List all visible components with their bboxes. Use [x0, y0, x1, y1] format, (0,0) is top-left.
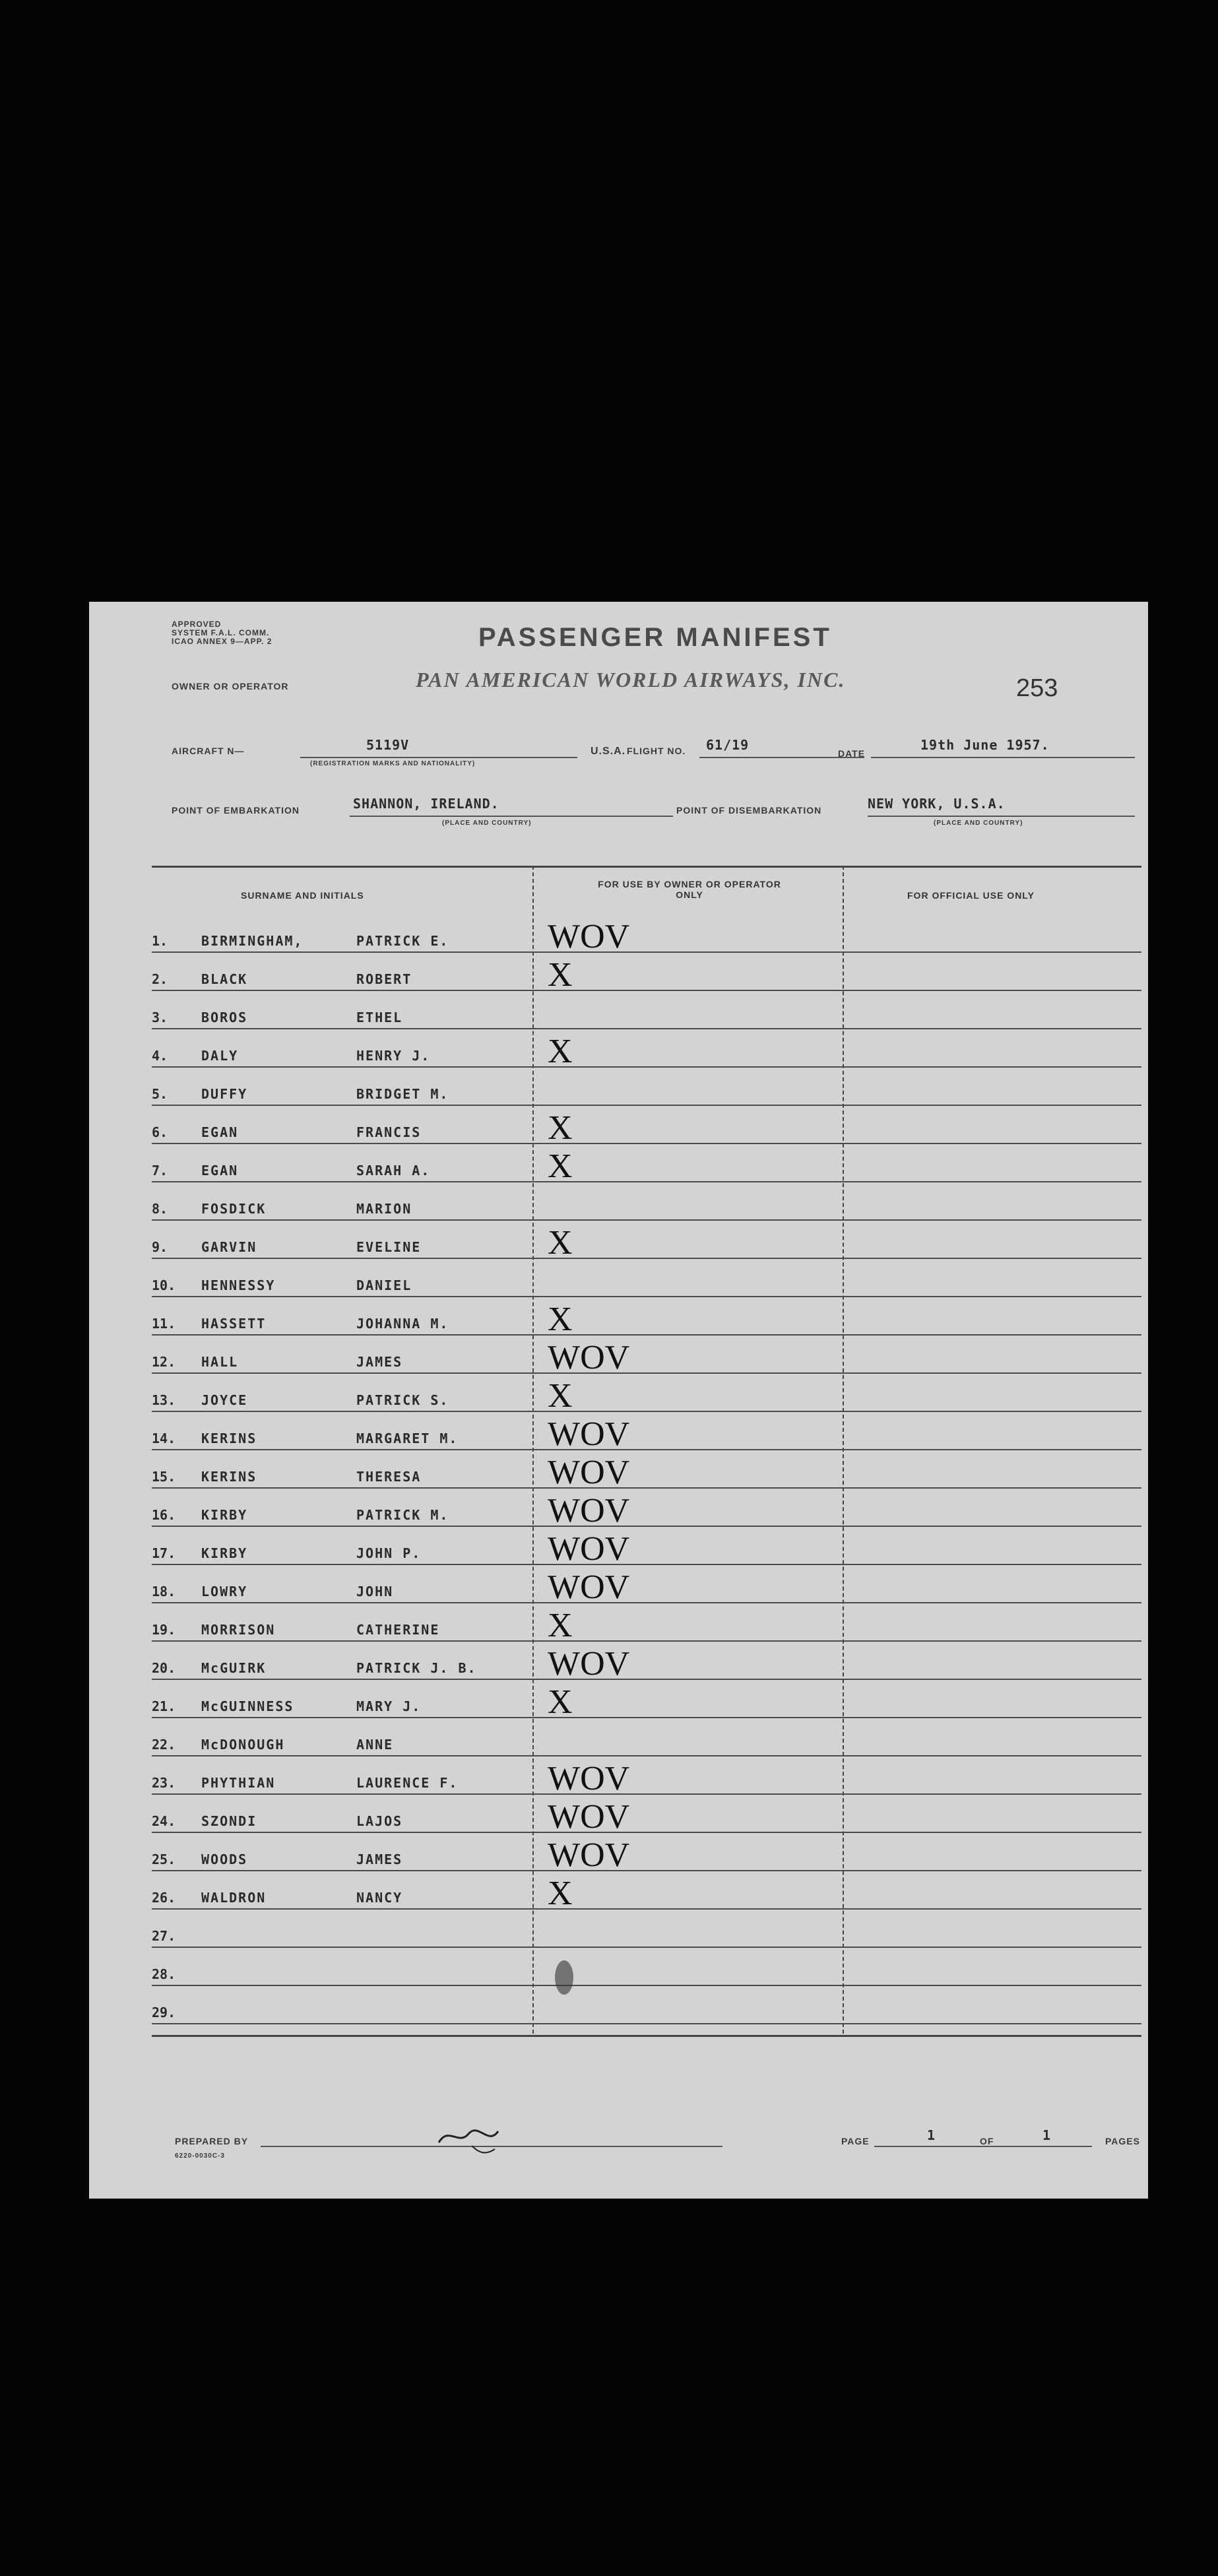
- passenger-given-name: FRANCIS: [356, 1124, 422, 1140]
- page-stamp-number: 253: [1016, 674, 1058, 702]
- embarkation-value: SHANNON, IRELAND.: [353, 796, 499, 812]
- approval-line: SYSTEM F.A.L. COMM.: [172, 628, 270, 637]
- page-label: PAGE: [841, 2136, 870, 2146]
- table-row: [152, 1793, 1141, 1836]
- row-number: 7.: [152, 1163, 168, 1178]
- date-value: 19th June 1957.: [920, 737, 1050, 753]
- company-name: PAN AMERICAN WORLD AIRWAYS, INC.: [416, 668, 846, 692]
- passenger-given-name: EVELINE: [356, 1239, 422, 1255]
- passenger-surname: KERINS: [201, 1431, 257, 1446]
- operator-check-mark: X: [548, 1301, 573, 1338]
- passenger-given-name: ROBERT: [356, 971, 412, 987]
- row-number: 1.: [152, 933, 168, 949]
- row-number: 28.: [152, 1966, 176, 1982]
- approval-block: [172, 620, 272, 646]
- row-number: 13.: [152, 1392, 176, 1408]
- row-number: 24.: [152, 1813, 176, 1829]
- date-label: DATE: [838, 748, 866, 759]
- table-row: [152, 1640, 1141, 1683]
- table-row: [152, 1526, 1141, 1568]
- table-row: [152, 1296, 1141, 1336]
- surname-column-header: SURNAME AND INITIALS: [241, 890, 364, 901]
- aircraft-value: 5119V: [366, 737, 410, 753]
- passenger-given-name: PATRICK E.: [356, 933, 449, 949]
- row-number: 12.: [152, 1354, 176, 1370]
- aircraft-label: AIRCRAFT N—: [172, 746, 245, 756]
- flight-label: FLIGHT NO.: [627, 746, 686, 756]
- passenger-surname: KIRBY: [201, 1507, 248, 1523]
- passenger-given-name: PATRICK S.: [356, 1392, 449, 1408]
- table-row: [152, 1832, 1141, 1874]
- passenger-given-name: PATRICK M.: [356, 1507, 449, 1523]
- passenger-surname: BOROS: [201, 1010, 248, 1025]
- passenger-given-name: LAURENCE F.: [356, 1775, 459, 1791]
- row-number: 6.: [152, 1124, 168, 1140]
- passenger-surname: HASSETT: [201, 1316, 267, 1332]
- operator-check-mark: WOV: [548, 1454, 630, 1491]
- embarkation-field-line: [350, 816, 673, 817]
- table-row: [152, 1143, 1141, 1185]
- table-row: [152, 1028, 1141, 1068]
- row-number: 2.: [152, 971, 168, 987]
- passenger-given-name: ANNE: [356, 1737, 394, 1753]
- passenger-given-name: JOHN: [356, 1584, 394, 1599]
- passenger-surname: GARVIN: [201, 1239, 257, 1255]
- row-number: 4.: [152, 1048, 168, 1064]
- operator-check-mark: WOV: [548, 1415, 630, 1453]
- table-row: [152, 990, 1141, 1029]
- table-top-rule: [152, 866, 1141, 868]
- operator-check-mark: X: [548, 1033, 573, 1070]
- passenger-given-name: JAMES: [356, 1354, 403, 1370]
- passenger-given-name: NANCY: [356, 1890, 403, 1906]
- row-number: 20.: [152, 1660, 176, 1676]
- operator-check-mark: X: [548, 1147, 573, 1185]
- form-code: 6220-0030C-3: [175, 2152, 225, 2160]
- table-row: [152, 951, 1141, 994]
- row-number: 11.: [152, 1316, 176, 1332]
- row-number: 29.: [152, 2005, 176, 2020]
- passenger-given-name: LAJOS: [356, 1813, 403, 1829]
- ink-smudge: [544, 1951, 584, 2011]
- passenger-given-name: CATHERINE: [356, 1622, 440, 1638]
- approval-line: ICAO ANNEX 9—APP. 2: [172, 637, 272, 646]
- aircraft-field-line: [300, 757, 577, 758]
- row-number: 23.: [152, 1775, 176, 1791]
- manifest-page: [89, 602, 1148, 2199]
- passenger-surname: DALY: [201, 1048, 239, 1064]
- table-row: [152, 1679, 1141, 1721]
- disembarkation-value: NEW YORK, U.S.A.: [868, 796, 1006, 812]
- row-number: 9.: [152, 1239, 168, 1255]
- pages-label: PAGES: [1105, 2136, 1140, 2146]
- passenger-given-name: BRIDGET M.: [356, 1086, 449, 1102]
- operator-check-mark: X: [548, 1377, 573, 1415]
- table-row: [152, 1372, 1141, 1415]
- table-row: [152, 1564, 1141, 1606]
- passenger-given-name: JOHN P.: [356, 1545, 422, 1561]
- passenger-given-name: MARION: [356, 1201, 412, 1217]
- passenger-surname: WALDRON: [201, 1890, 267, 1906]
- handwritten-initials-signature: [432, 2119, 511, 2159]
- operator-check-mark: WOV: [548, 1530, 630, 1568]
- passenger-surname: BIRMINGHAM,: [201, 933, 304, 949]
- passenger-surname: MORRISON: [201, 1622, 276, 1638]
- operator-check-mark: X: [548, 1875, 573, 1912]
- table-row: [152, 1870, 1141, 1910]
- table-row: [152, 1602, 1141, 1642]
- row-number: 10.: [152, 1277, 176, 1293]
- passenger-given-name: THERESA: [356, 1469, 422, 1485]
- passenger-given-name: PATRICK J. B.: [356, 1660, 477, 1676]
- operator-check-mark: WOV: [548, 1339, 630, 1376]
- passenger-surname: HALL: [201, 1354, 239, 1370]
- approval-line: APPROVED: [172, 620, 222, 629]
- passenger-surname: EGAN: [201, 1163, 239, 1178]
- passenger-given-name: HENRY J.: [356, 1048, 431, 1064]
- table-bottom-rule: [152, 2035, 1141, 2037]
- page-title: PASSENGER MANIFEST: [478, 623, 832, 652]
- of-value: 1: [1042, 2127, 1052, 2143]
- embarkation-sublabel: (PLACE AND COUNTRY): [442, 820, 532, 827]
- passenger-given-name: DANIEL: [356, 1277, 412, 1293]
- table-row: [152, 1219, 1141, 1262]
- table-row: [152, 1181, 1141, 1221]
- row-number: 16.: [152, 1507, 176, 1523]
- flight-value: 61/19: [706, 737, 750, 753]
- table-row: [152, 1066, 1141, 1106]
- passenger-surname: KERINS: [201, 1469, 257, 1485]
- row-number: 17.: [152, 1545, 176, 1561]
- table-row: [152, 1947, 1141, 1986]
- table-row: [152, 1487, 1141, 1530]
- passenger-surname: LOWRY: [201, 1584, 248, 1599]
- passenger-surname: HENNESSY: [201, 1277, 276, 1293]
- operator-check-mark: WOV: [548, 1798, 630, 1836]
- row-number: 26.: [152, 1890, 176, 1906]
- owner-label: OWNER OR OPERATOR: [172, 681, 289, 692]
- operator-check-mark: WOV: [548, 1492, 630, 1530]
- row-number: 18.: [152, 1584, 176, 1599]
- table-row: [152, 1449, 1141, 1489]
- operator-check-mark: WOV: [548, 1836, 630, 1874]
- passenger-surname: BLACK: [201, 971, 248, 987]
- row-number: 3.: [152, 1010, 168, 1025]
- operator-check-mark: WOV: [548, 1568, 630, 1606]
- prepared-by-label: PREPARED BY: [175, 2136, 249, 2146]
- page-value: 1: [927, 2127, 936, 2143]
- operator-check-mark: X: [548, 1224, 573, 1262]
- of-label: OF: [980, 2136, 994, 2146]
- passenger-surname: WOODS: [201, 1852, 248, 1867]
- row-number: 14.: [152, 1431, 176, 1446]
- table-row: [152, 1334, 1141, 1374]
- passenger-surname: PHYTHIAN: [201, 1775, 276, 1791]
- operator-check-mark: X: [548, 1683, 573, 1721]
- passenger-surname: DUFFY: [201, 1086, 248, 1102]
- passenger-given-name: JAMES: [356, 1852, 403, 1867]
- table-row: [152, 1717, 1141, 1756]
- passenger-given-name: JOHANNA M.: [356, 1316, 449, 1332]
- disembarkation-label: POINT OF DISEMBARKATION: [676, 805, 822, 816]
- passenger-surname: McDONOUGH: [201, 1737, 285, 1753]
- table-row: [152, 913, 1141, 953]
- page-count-line: [874, 2146, 1092, 2147]
- embarkation-label: POINT OF EMBARKATION: [172, 805, 300, 816]
- passenger-surname: McGUINNESS: [201, 1698, 294, 1714]
- row-number: 21.: [152, 1698, 176, 1714]
- date-field-line: [871, 757, 1135, 758]
- passenger-surname: KIRBY: [201, 1545, 248, 1561]
- aircraft-sublabel: (REGISTRATION MARKS AND NATIONALITY): [310, 760, 476, 767]
- usa-label: U.S.A.: [591, 746, 626, 757]
- official-column-header: FOR OFFICIAL USE ONLY: [907, 890, 1035, 901]
- row-number: 25.: [152, 1852, 176, 1867]
- passenger-given-name: SARAH A.: [356, 1163, 431, 1178]
- row-number: 27.: [152, 1928, 176, 1944]
- row-number: 22.: [152, 1737, 176, 1753]
- operator-check-mark: X: [548, 1607, 573, 1644]
- disembarkation-field-line: [868, 816, 1135, 817]
- operator-check-mark: WOV: [548, 1760, 630, 1797]
- row-number: 8.: [152, 1201, 168, 1217]
- table-row: [152, 1985, 1141, 2024]
- passenger-surname: SZONDI: [201, 1813, 257, 1829]
- table-row: [152, 1411, 1141, 1453]
- passenger-given-name: MARY J.: [356, 1698, 422, 1714]
- disembarkation-sublabel: (PLACE AND COUNTRY): [934, 820, 1023, 827]
- owner-column-header: FOR USE BY OWNER OR OPERATOR ONLY: [598, 879, 781, 900]
- operator-check-mark: X: [548, 956, 573, 994]
- passenger-surname: FOSDICK: [201, 1201, 267, 1217]
- passenger-given-name: MARGARET M.: [356, 1431, 459, 1446]
- table-row: [152, 1258, 1141, 1297]
- passenger-given-name: ETHEL: [356, 1010, 403, 1025]
- passenger-surname: McGUIRK: [201, 1660, 267, 1676]
- table-row: [152, 1908, 1141, 1948]
- operator-check-mark: WOV: [548, 1645, 630, 1683]
- passenger-surname: EGAN: [201, 1124, 239, 1140]
- operator-check-mark: WOV: [548, 918, 630, 955]
- row-number: 19.: [152, 1622, 176, 1638]
- operator-check-mark: X: [548, 1109, 573, 1147]
- row-number: 15.: [152, 1469, 176, 1485]
- passenger-surname: JOYCE: [201, 1392, 248, 1408]
- table-row: [152, 1105, 1141, 1147]
- row-number: 5.: [152, 1086, 168, 1102]
- table-row: [152, 1755, 1141, 1795]
